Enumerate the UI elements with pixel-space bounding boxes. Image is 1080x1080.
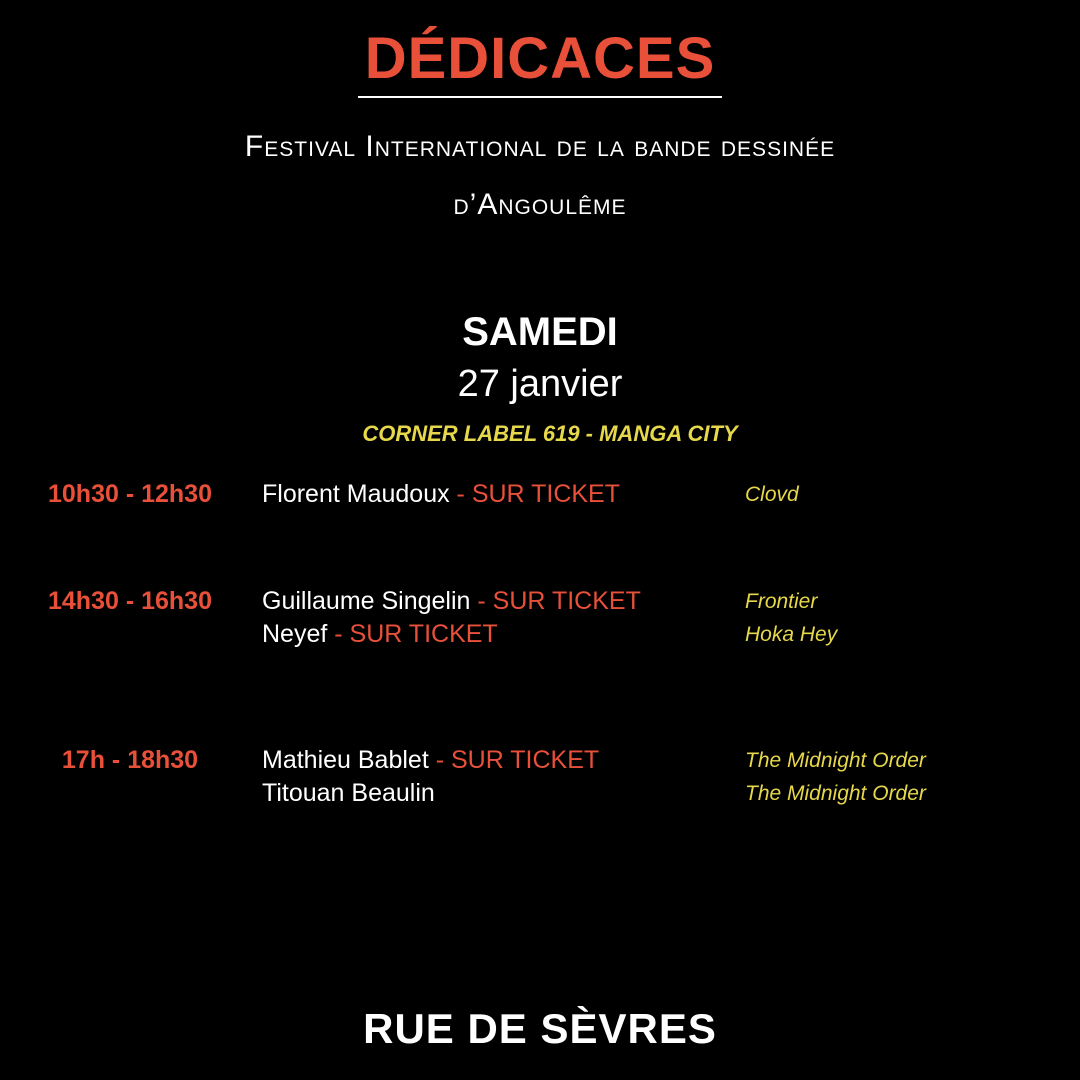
ticket-note: - SUR TICKET	[449, 480, 620, 508]
signing-entry	[262, 478, 1062, 511]
author-name: Guillaume Singelin	[262, 587, 471, 615]
ticket-note: - SUR TICKET	[428, 746, 600, 774]
ticket-note: - SUR TICKET	[327, 620, 498, 648]
signing-entry	[262, 777, 1062, 810]
book-title: Frontier	[745, 590, 818, 613]
author-name: Mathieu Bablet	[262, 746, 429, 774]
slot-time: 10h30 - 12h30	[48, 480, 212, 508]
publisher-logo: RUE DE SÈVRES	[363, 1005, 717, 1052]
festival-name	[0, 118, 1080, 234]
venue-label: CORNER LABEL 619 - MANGA CITY	[362, 421, 738, 446]
slot-time: 14h30 - 16h30	[48, 587, 212, 615]
signing-entry	[262, 618, 1062, 651]
title: DÉDICACES	[364, 26, 716, 91]
book-title: The Midnight Order	[745, 782, 926, 805]
slot-time: 17h - 18h30	[61, 746, 199, 774]
book-title: The Midnight Order	[745, 749, 926, 772]
book-title: Hoka Hey	[745, 623, 838, 646]
author-name: Florent Maudoux	[262, 480, 450, 508]
ticket-note: - SUR TICKET	[470, 587, 641, 615]
festival-line-1: Festival International de la bande dessinée	[244, 130, 836, 163]
title-underline	[358, 96, 722, 98]
book-title: Clovd	[745, 483, 799, 506]
signing-entry	[262, 585, 1062, 618]
author-name: Titouan Beaulin	[262, 779, 435, 807]
day-date: 27 janvier	[457, 363, 623, 405]
signing-entry	[262, 744, 1062, 777]
day-weekday: SAMEDI	[462, 310, 618, 354]
festival-line-2: d’Angoulême	[453, 188, 627, 221]
author-name: Neyef	[262, 620, 328, 648]
